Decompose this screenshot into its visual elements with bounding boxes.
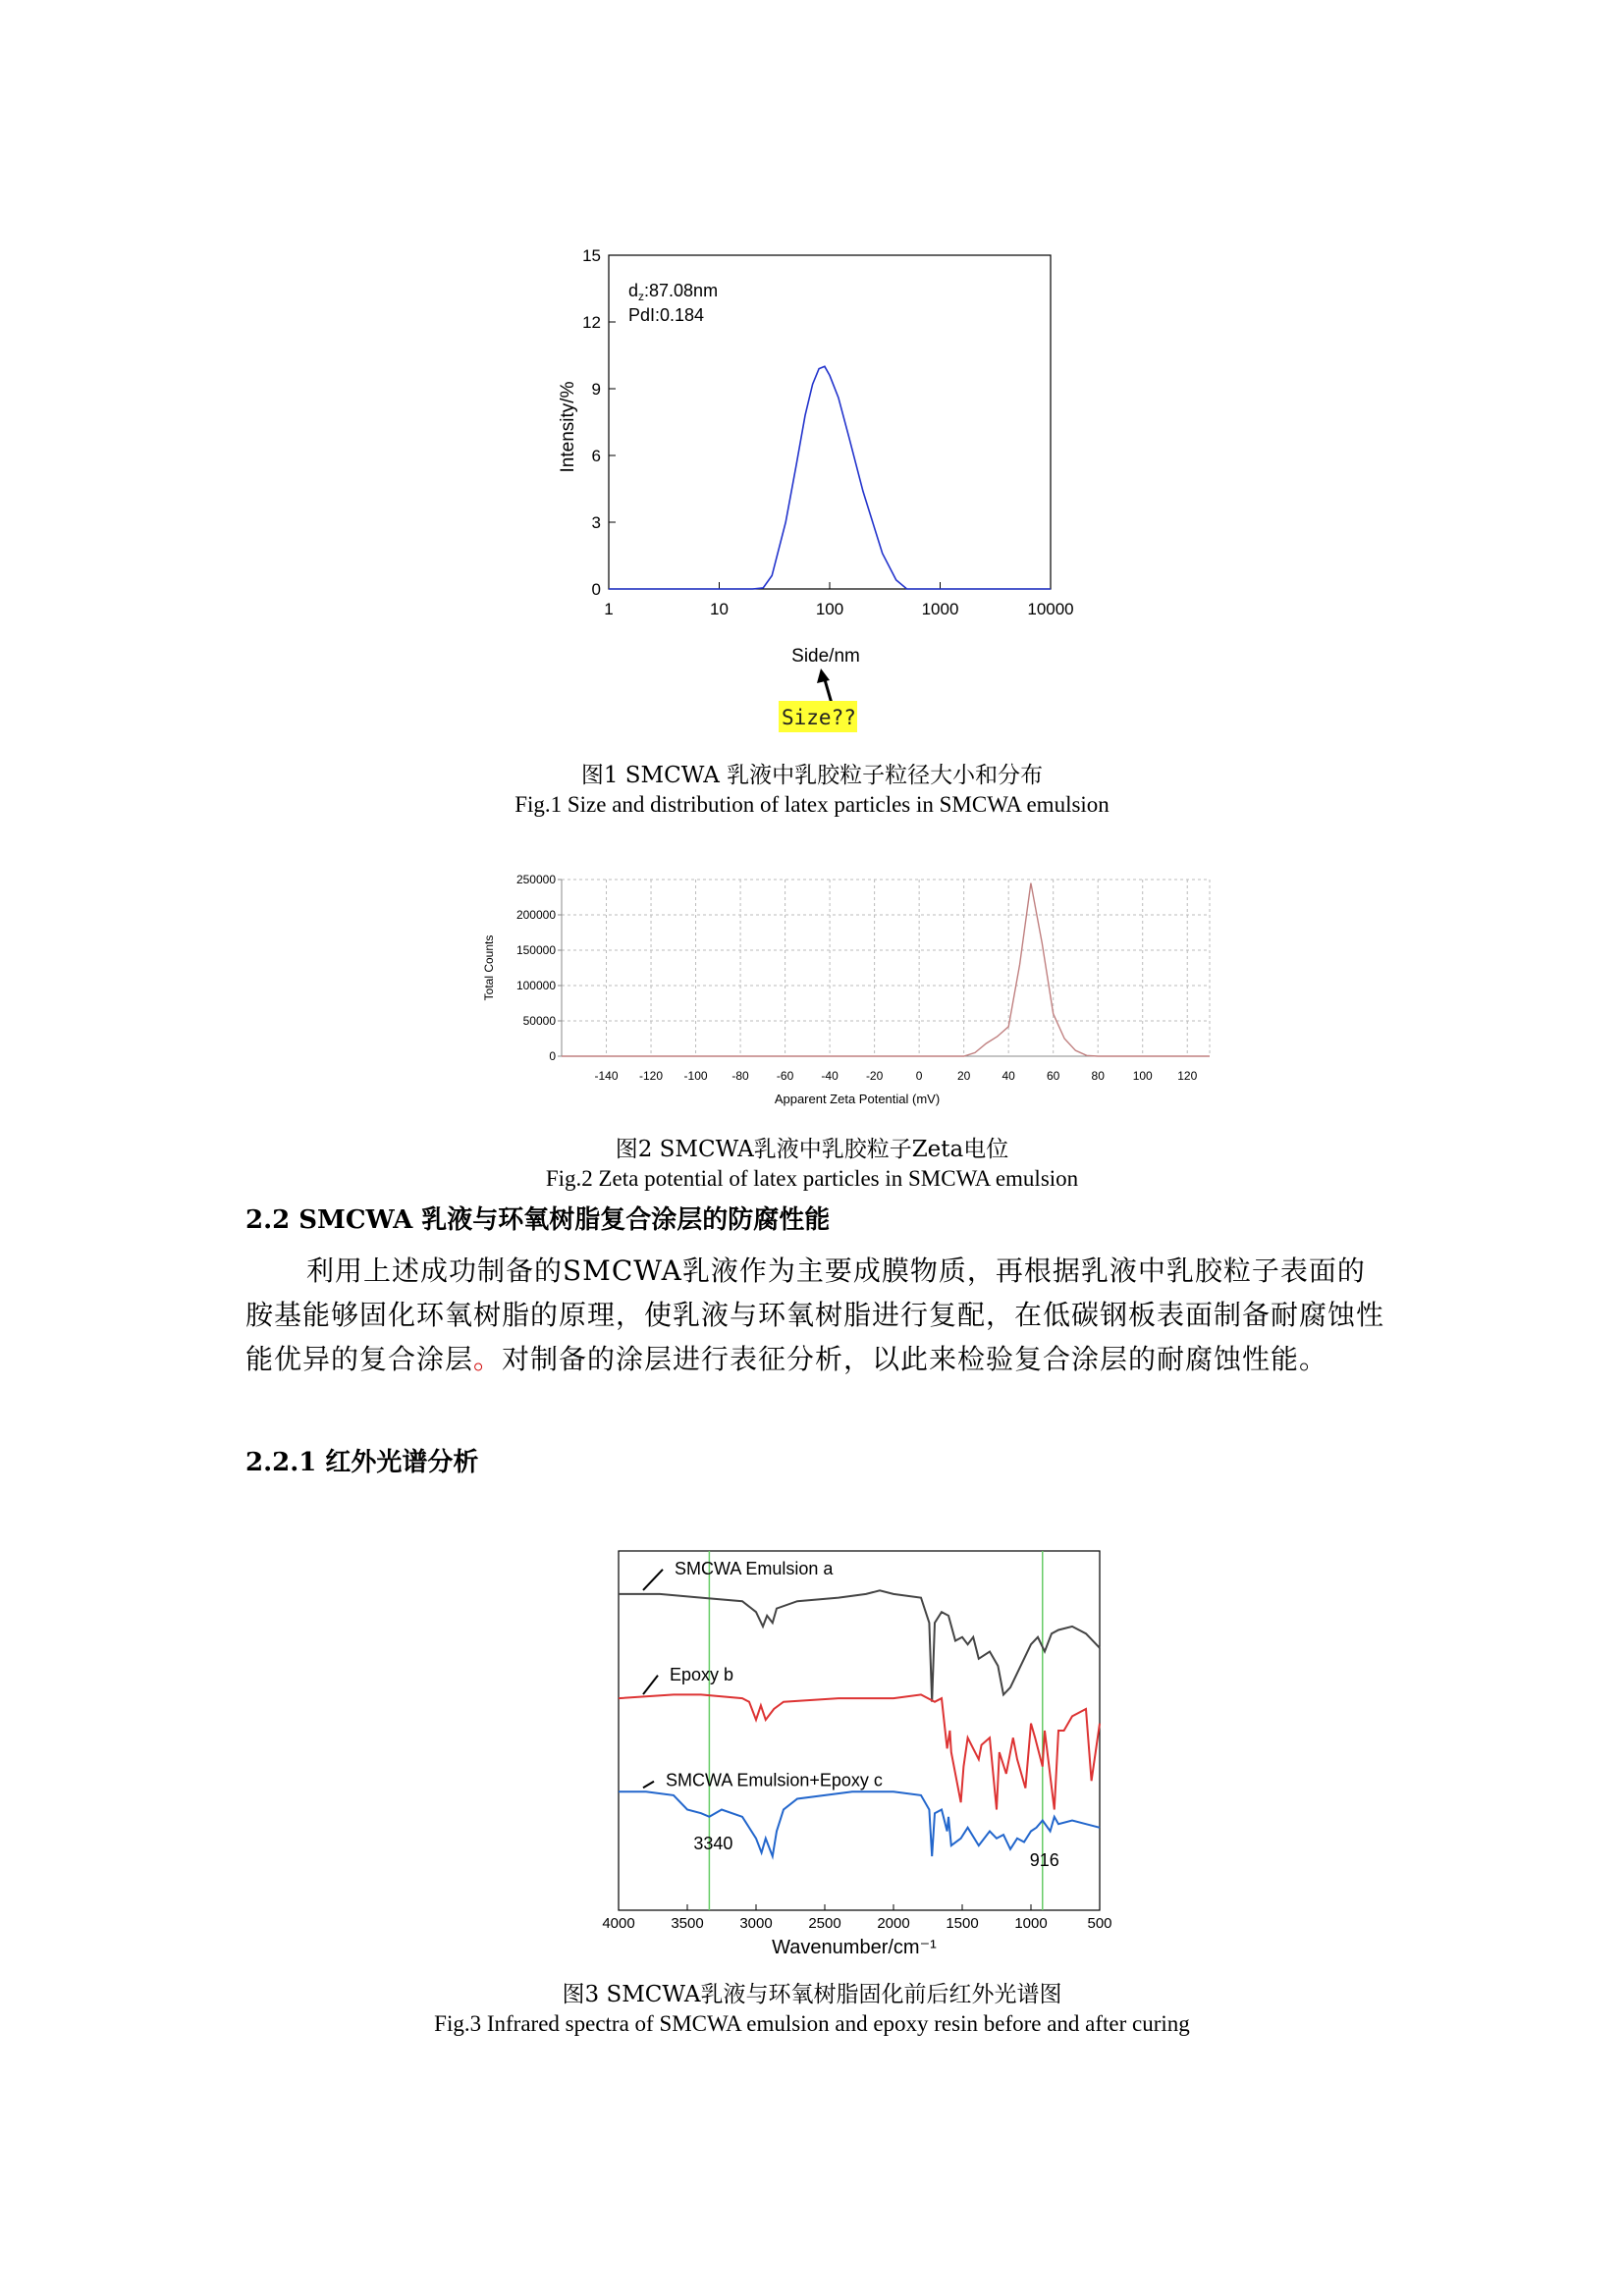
figure2-chart (471, 864, 1218, 1119)
fig2-xtick-label: -100 (683, 1069, 708, 1083)
fig3-xlabel: Wavenumber/cm⁻¹ (772, 1937, 937, 1958)
fig3-caption-en: Fig.3 Infrared spectra of SMCWA emulsion and epoxy resin before and after curing (434, 2011, 1190, 2036)
paragraph-part1: 利用上述成功制备的SMCWA乳液作为主要成膜物质，再根据乳液中乳胶粒子表面的胺基能够固化环氧树脂的原理，使乳液与环氧树脂进行复配，在低碳钢板表面制备耐腐蚀性能优异的复合涂层 (245, 1255, 1385, 1375)
fig2-caption-zh: 图2 SMCWA乳液中乳胶粒子Zeta电位 (615, 1137, 1009, 1162)
fig1-xtick-label: 10 (710, 600, 729, 618)
fig2-xtick-label: 40 (1001, 1069, 1015, 1083)
fig2-xlabel: Apparent Zeta Potential (mV) (774, 1092, 941, 1106)
fig3-caption (0, 1980, 1624, 2039)
fig3-xtick-label: 1500 (946, 1915, 979, 1932)
fig2-caption (0, 1135, 1624, 1194)
fig3-label-leader (643, 1676, 658, 1694)
fig2-ytick-label: 250000 (515, 873, 556, 886)
fig2-xtick-label: 20 (956, 1069, 971, 1083)
fig2-ytick-label: 150000 (515, 943, 556, 957)
fig1-xtick-label: 1000 (921, 600, 959, 618)
fig3-label-leader (643, 1782, 654, 1788)
fig2-xtick-label: -60 (776, 1069, 794, 1083)
figure3-chart (569, 1531, 1139, 1963)
section-heading: 2.2 SMCWA 乳液与环氧树脂复合涂层的防腐性能 (245, 1205, 831, 1235)
fig3-marker-label: 3340 (693, 1834, 733, 1853)
fig3-series-label: SMCWA Emulsion+Epoxy c (666, 1770, 883, 1790)
fig2-ytick-label: 0 (549, 1049, 556, 1063)
fig2-xtick-label: -80 (731, 1069, 749, 1083)
fig2-xtick-label: 0 (915, 1069, 923, 1083)
fig1-annotation-pdi: PdI:0.184 (628, 305, 705, 325)
paragraph-red-mark: 。 (473, 1343, 503, 1375)
fig1-xtick-label: 1 (604, 600, 614, 618)
fig2-xtick-label: -140 (594, 1069, 619, 1083)
fig1-caption (0, 761, 1624, 820)
fig2-xtick-label: 100 (1132, 1069, 1153, 1083)
fig3-series-label: Epoxy b (670, 1664, 734, 1684)
fig1-ytick-label: 6 (591, 447, 601, 465)
fig1-ytick-label: 15 (582, 246, 601, 265)
fig1-intensity-curve (609, 366, 1051, 589)
fig2-ytick-label: 50000 (522, 1014, 556, 1028)
fig3-xtick-label: 2000 (877, 1915, 910, 1932)
fig1-xtick-label: 10000 (1027, 600, 1074, 618)
fig3-xtick-label: 3500 (671, 1915, 704, 1932)
fig3-plot-frame (619, 1551, 1100, 1910)
fig3-series-label: SMCWA Emulsion a (675, 1558, 834, 1578)
paragraph-part2: 对制备的涂层进行表征分析，以此来检验复合涂层的耐腐蚀性能。 (502, 1343, 1328, 1375)
fig1-caption-zh: 图1 SMCWA 乳液中乳胶粒子粒径大小和分布 (580, 763, 1044, 788)
fig3-xtick-label: 1000 (1014, 1915, 1048, 1932)
section-paragraph (245, 1249, 1384, 1381)
fig3-xtick-label: 2500 (808, 1915, 841, 1932)
fig2-xtick-label: 60 (1047, 1069, 1060, 1083)
fig3-xtick-label: 500 (1087, 1915, 1112, 1932)
fig2-xtick-label: -120 (639, 1069, 664, 1083)
fig2-ylabel: Total Counts (482, 934, 496, 1001)
fig1-xtick-label: 100 (815, 600, 844, 618)
figure1-chart (530, 236, 1100, 736)
fig2-caption-en: Fig.2 Zeta potential of latex particles in SMCWA emulsion (545, 1166, 1079, 1191)
fig3-xtick-label: 4000 (602, 1915, 635, 1932)
fig2-xtick-label: 80 (1091, 1069, 1105, 1083)
fig2-ytick-label: 200000 (515, 908, 556, 922)
fig1-note: Size?? (782, 706, 856, 729)
fig3-xtick-label: 3000 (739, 1915, 773, 1932)
fig1-ytick-label: 0 (591, 580, 601, 599)
fig1-caption-en: Fig.1 Size and distribution of latex particles in SMCWA emulsion (514, 792, 1110, 817)
fig1-annotation-dz: $d_z:87.08nm$ (628, 281, 719, 303)
fig2-xtick-label: -20 (865, 1069, 884, 1083)
fig1-ytick-label: 9 (591, 380, 601, 399)
fig3-label-leader (643, 1570, 663, 1590)
fig2-xtick-label: 120 (1177, 1069, 1198, 1083)
fig3-series-line (619, 1590, 1100, 1701)
fig3-marker-label: 916 (1029, 1850, 1059, 1870)
subsection-heading: 2.2.1 红外光谱分析 (245, 1448, 479, 1477)
fig1-ytick-label: 12 (582, 313, 601, 332)
fig3-series-line (619, 1791, 1100, 1856)
fig1-ytick-label: 3 (591, 513, 601, 532)
fig2-xtick-label: -40 (821, 1069, 839, 1083)
fig2-ytick-label: 100000 (515, 979, 556, 992)
fig1-xlabel: Side/nm (791, 646, 860, 667)
fig3-caption-zh: 图3 SMCWA乳液与环氧树脂固化前后红外光谱图 (562, 1982, 1062, 2007)
fig1-ylabel: Intensity/% (558, 381, 578, 473)
fig2-zeta-curve (562, 883, 1210, 1056)
